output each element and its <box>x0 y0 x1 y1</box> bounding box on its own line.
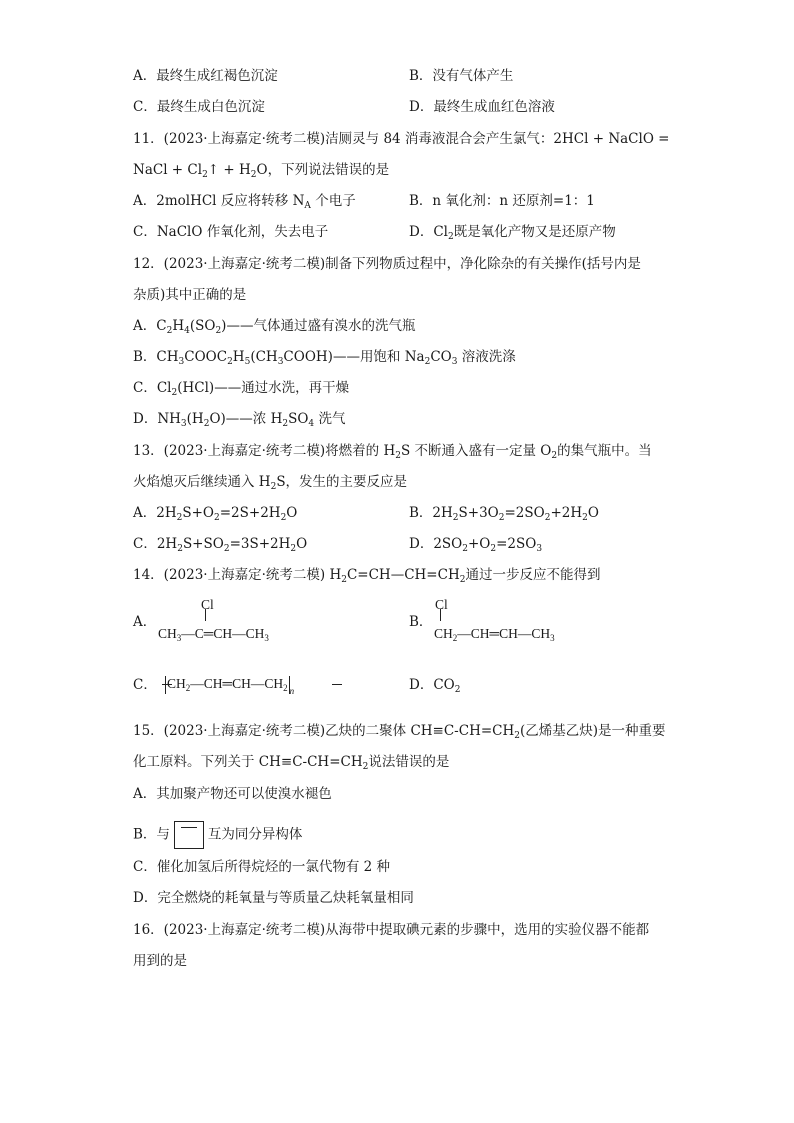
q14-option-a-bond <box>205 609 206 621</box>
q12-option-d: D．$NH_3(H_2O)——$浓 $H_2SO_4$ 洗气 <box>133 411 346 429</box>
q10-option-a: A．最终生成红褐色沉淀 <box>133 68 278 84</box>
q14-option-b-cl: Cl <box>435 597 448 612</box>
q12-option-c: C．$Cl_2(HCl)——$通过水洗，再干燥 <box>133 380 350 398</box>
q10-option-b: B．没有气体产生 <box>409 68 514 84</box>
q12-option-b: B．$CH_3COOC_2H_5(CH_3COOH)——$用饱和 $Na_2CO_3$ 溶液洗涤 <box>133 349 516 367</box>
q13-stem-line2: 火焰熄灭后继续通入 $H_2S$，发生的主要反应是 <box>133 474 408 492</box>
q14-option-c-bond-right <box>332 684 342 685</box>
q10-option-d: D．最终生成血红色溶液 <box>409 99 555 115</box>
q14-option-b-bond <box>440 609 441 621</box>
q13-option-d: D．$2SO_2+O_2=2SO_3$ <box>409 536 543 554</box>
q14-option-a-cl: Cl <box>201 597 214 612</box>
q11-option-d: D．$Cl_2$既是氧化产物又是还原产物 <box>409 224 616 242</box>
q15-option-d: D．完全燃烧的耗氧量与等质量乙炔耗氧量相同 <box>133 890 414 906</box>
q10-option-c: C．最终生成白色沉淀 <box>133 99 265 115</box>
q13-stem-line1: 13．(2023·上海嘉定·统考二模)将燃着的 $H_2S$ 不断通入盛有一定量 $O_2$的集气瓶中。当 <box>133 443 652 461</box>
q14-option-c-bond-left <box>162 684 172 685</box>
q11-option-c: C．NaClO 作氧化剂，失去电子 <box>133 224 329 240</box>
q12-stem-line1: 12．(2023·上海嘉定·统考二模)制备下列物质过程中，净化除杂的有关操作(括号内是 <box>133 256 641 272</box>
q14-option-b-label: B． <box>409 614 433 630</box>
q14-option-a-formula: $CH_3—C═CH—CH_3$ <box>158 626 269 643</box>
q16-stem-line1: 16．(2023·上海嘉定·统考二模)从海带中提取碘元素的步骤中，选用的实验仪器不能都 <box>133 922 650 938</box>
q12-option-a: A．$C_2H_4(SO_2)——$气体通过盛有溴水的洗气瓶 <box>133 318 416 336</box>
q13-option-c: C．$2H_2S+SO_2=3S+2H_2O$ <box>133 536 308 554</box>
q14-option-c-polymer: $CH_2—CH═CH—CH_2$ $_n$ <box>167 676 295 697</box>
q15-option-b: B．与 互为同分异构体 <box>133 821 302 849</box>
q11-stem-line1: 11．(2023·上海嘉定·统考二模)洁厕灵与 84 消毒液混合会产生氯气：2HCl + NaClO = <box>133 131 670 147</box>
q12-stem-line2: 杂质)其中正确的是 <box>133 287 247 303</box>
q14-stem: 14．(2023·上海嘉定·统考二模) $H_2C=CH—CH=CH_2$通过一步反应不能得到 <box>133 567 601 585</box>
q15-stem-line2: 化工原料。下列关于 $CH\equiv C-CH=CH_2$说法错误的是 <box>133 754 450 772</box>
q11-option-b: B．n 氧化剂：n 还原剂=1：1 <box>409 193 595 209</box>
q11-stem-line2: NaCl + $Cl_2↑ + H_2O$，下列说法错误的是 <box>133 162 390 180</box>
cyclobutene-structure-icon <box>174 821 204 849</box>
q14-option-c-label: C． <box>133 677 157 693</box>
q11-option-a: A．2molHCl 反应将转移 $N_A$ 个电子 <box>133 193 356 211</box>
q15-option-a: A．其加聚产物还可以使溴水褪色 <box>133 786 332 802</box>
q13-option-b: B．$2H_2S+3O_2=2SO_2+2H_2O$ <box>409 505 599 523</box>
q14-option-b-formula: $CH_2—CH═CH—CH_3$ <box>434 626 555 643</box>
q15-stem-line1: 15．(2023·上海嘉定·统考二模)乙炔的二聚体 $CH\equiv C-CH=CH_2$(乙烯基乙炔)是一种重要 <box>133 723 666 741</box>
q16-stem-line2: 用到的是 <box>133 953 187 969</box>
q13-option-a: A．$2H_2S+O_2=2S+2H_2O$ <box>133 505 298 523</box>
q15-option-c: C．催化加氢后所得烷烃的一氯代物有 2 种 <box>133 859 391 875</box>
q14-option-d: D．$CO_2$ <box>409 677 461 695</box>
q14-option-a-label: A． <box>133 614 157 630</box>
